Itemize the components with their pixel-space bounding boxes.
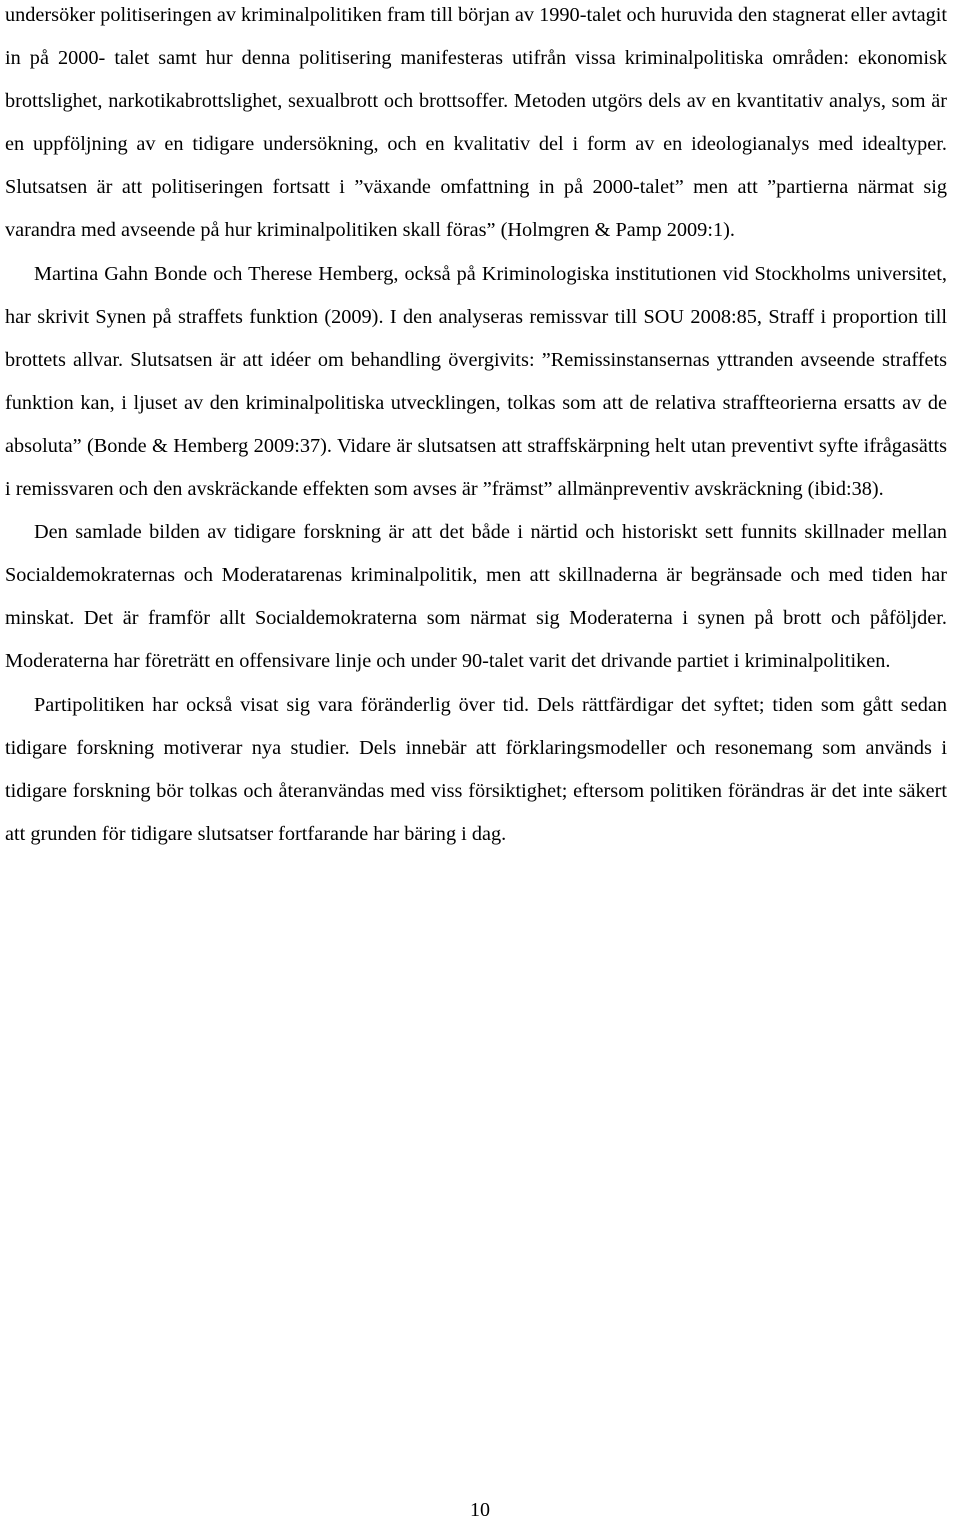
paragraph-party-politics-change: Partipolitiken har också visat sig vara föränderlig över tid. Dels rättfärdigar det syftet; tiden som gått sedan tidigare forskning motiverar nya studier. Dels innebär att förklaringsmodeller och resonemang som används i tidigare forskning bör tolkas och återanvändas med viss försiktighet; eftersom politiken förändras är det inte säkert att grunden för tidigare slutsatser fortfarande har bäring i dag. <box>5 693 947 845</box>
page-number: 10 <box>470 1499 490 1521</box>
paragraph-continued: undersöker politiseringen av kriminalpolitiken fram till början av 1990-talet och huruvida den stagnerat eller avtagit in på 2000- talet samt hur denna politisering manifesteras utifrån vissa kriminalpolitiska områden: ekonomisk brottslighet, narkotikabrottslighet, sexualbrott och brottsoffer. Metoden utgörs dels av en kvantitativ analys, som är en uppföljning av en tidigare undersökning, och en kvalitativ del i form av en ideologianalys med idealtyper. Slutsatsen är att politiseringen fortsatt i ”växande omfattning in på 2000-talet” men att ”partierna närmat sig varandra med avseende på hur kriminalpolitiken skall föras” (Holmgren & Pamp 2009:1). <box>5 4 947 242</box>
paragraph-gahn-bonde-hemberg: Martina Gahn Bonde och Therese Hemberg, också på Kriminologiska institutionen vid Stockholms universitet, har skrivit Synen på straffets funktion (2009). I den analyseras remissvar till SOU 2008:85, Straff i proportion till brottets allvar. Slutsatsen är att idéer om behandling övergivits: ”Remissinstansernas yttranden avseende straffets funktion kan, i ljuset av den kriminalpolitiska utvecklingen, tolkas som att de relativa straffteorierna ersatts av de absoluta” (Bonde & Hemberg 2009:37). Vidare är slutsatsen att straffskärpning helt utan preventivt syfte ifrågasätts i remissvaren och den avskräckande effekten som avses är ”främst” allmänpreventiv avskräckning (ibid:38). <box>5 262 947 501</box>
paragraph-summary-previous-research: Den samlade bilden av tidigare forskning är att det både i närtid och historiskt sett funnits skillnader mellan Socialdemokraternas och Moderatarenas kriminalpolitik, men att skillnaderna är begränsade och med tiden har minskat. Det är framför allt Socialdemokraterna som närmat sig Moderaterna i synen på brott och påföljder. Moderaterna har företrätt en offensivare linje och under 90-talet varit det drivande partiet i kriminalpolitiken. <box>5 521 947 673</box>
body-text <box>5 0 947 856</box>
